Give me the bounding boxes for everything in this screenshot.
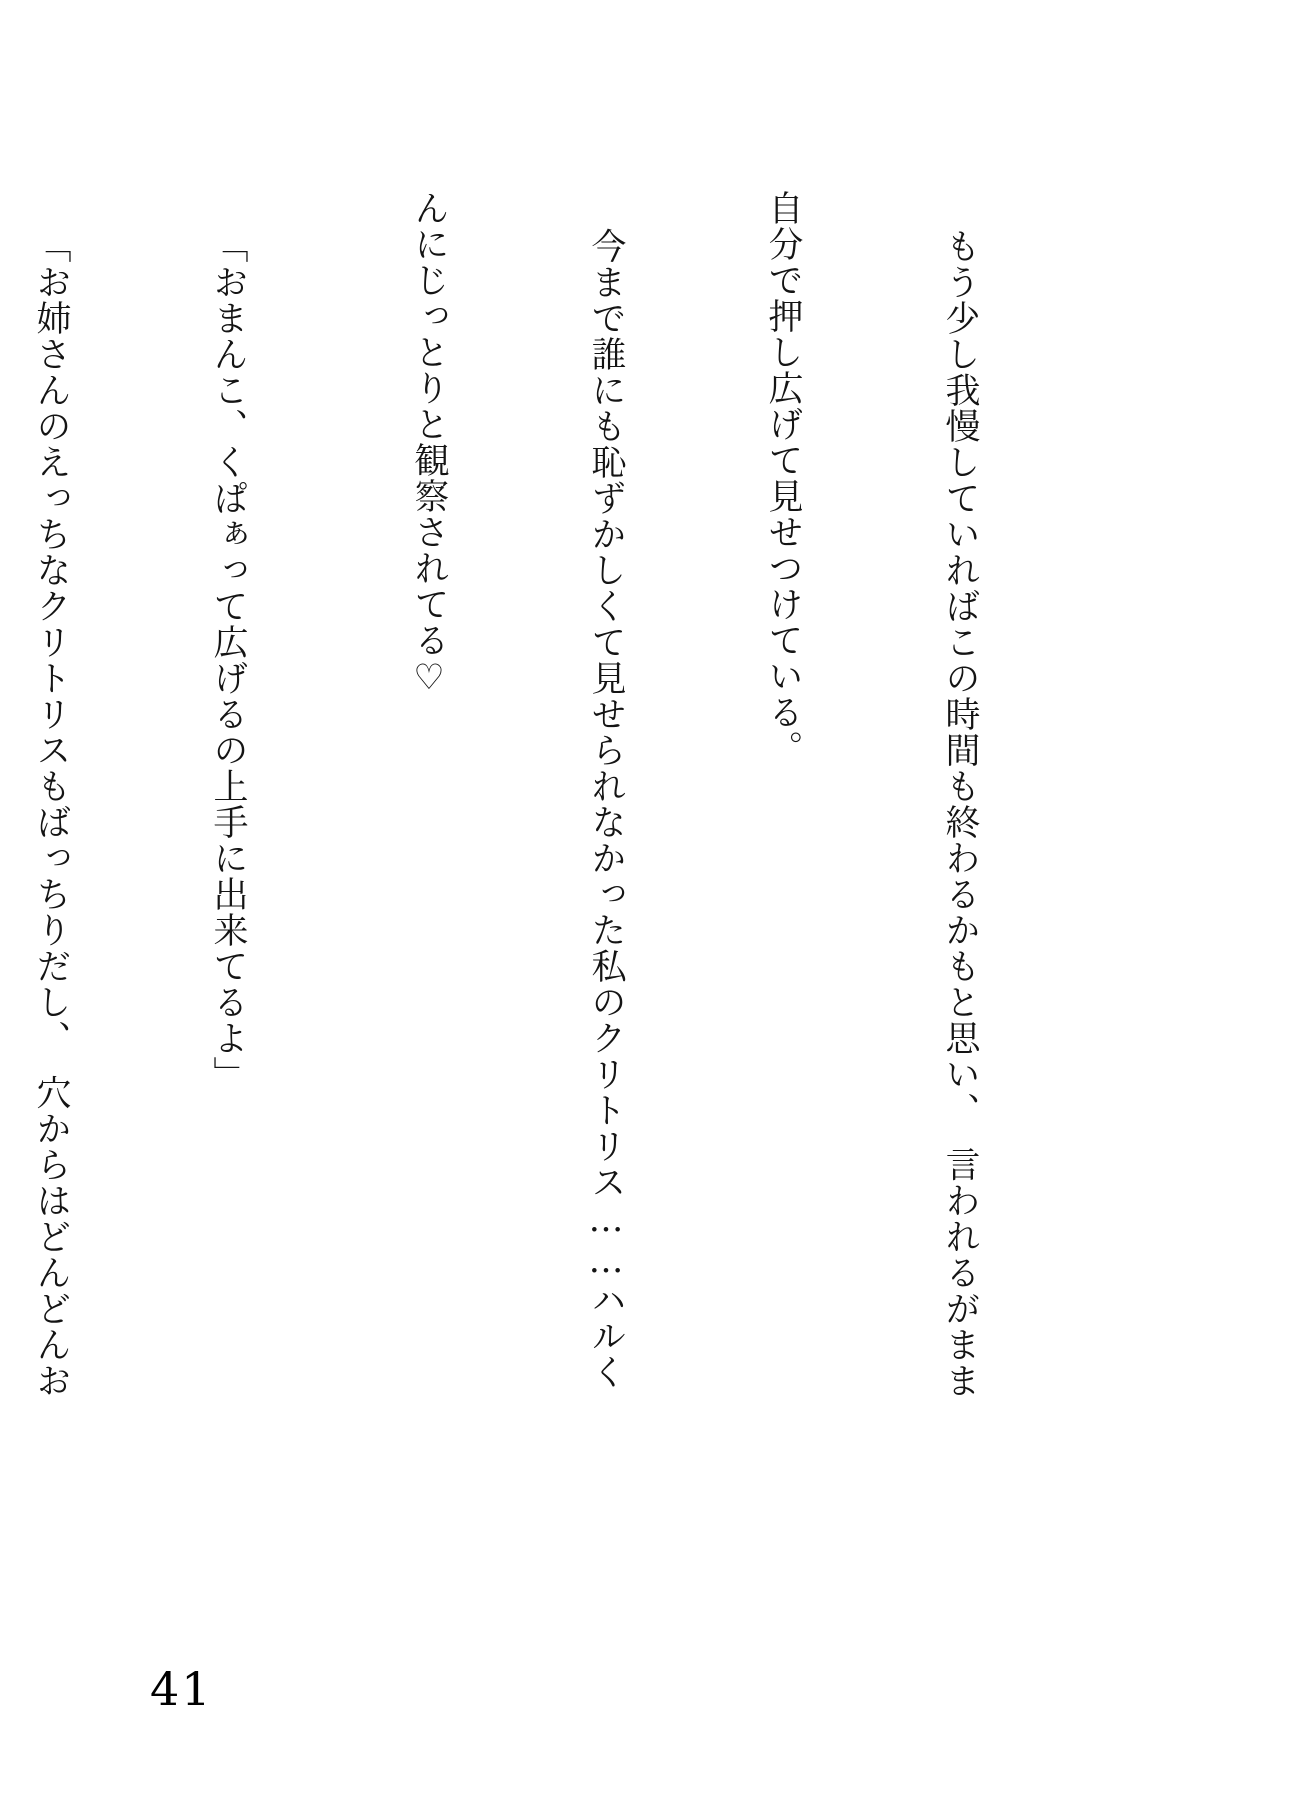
page-number: 41 — [150, 1662, 213, 1716]
text-line: 「お姉さんのえっちなクリトリスもばっちりだし、 穴からはどんどんお — [31, 228, 71, 1399]
text-line: んにじっとりと観察されてる♡ — [409, 190, 449, 699]
text-line: 今まで誰にも恥ずかしくて見せられなかった私のクリトリス……ハルく — [586, 228, 626, 1390]
text-line: もう少し我慢していればこの時間も終わるかもと思い、 言われるがまま — [940, 228, 980, 1399]
vertical-text-block — [0, 190, 1107, 1480]
text-line: 「おまんこ、くぱぁって広げるの上手に出来てるよ」 — [208, 228, 248, 1092]
text-line: 自分で押し広げて見せつけている。 — [763, 190, 803, 766]
